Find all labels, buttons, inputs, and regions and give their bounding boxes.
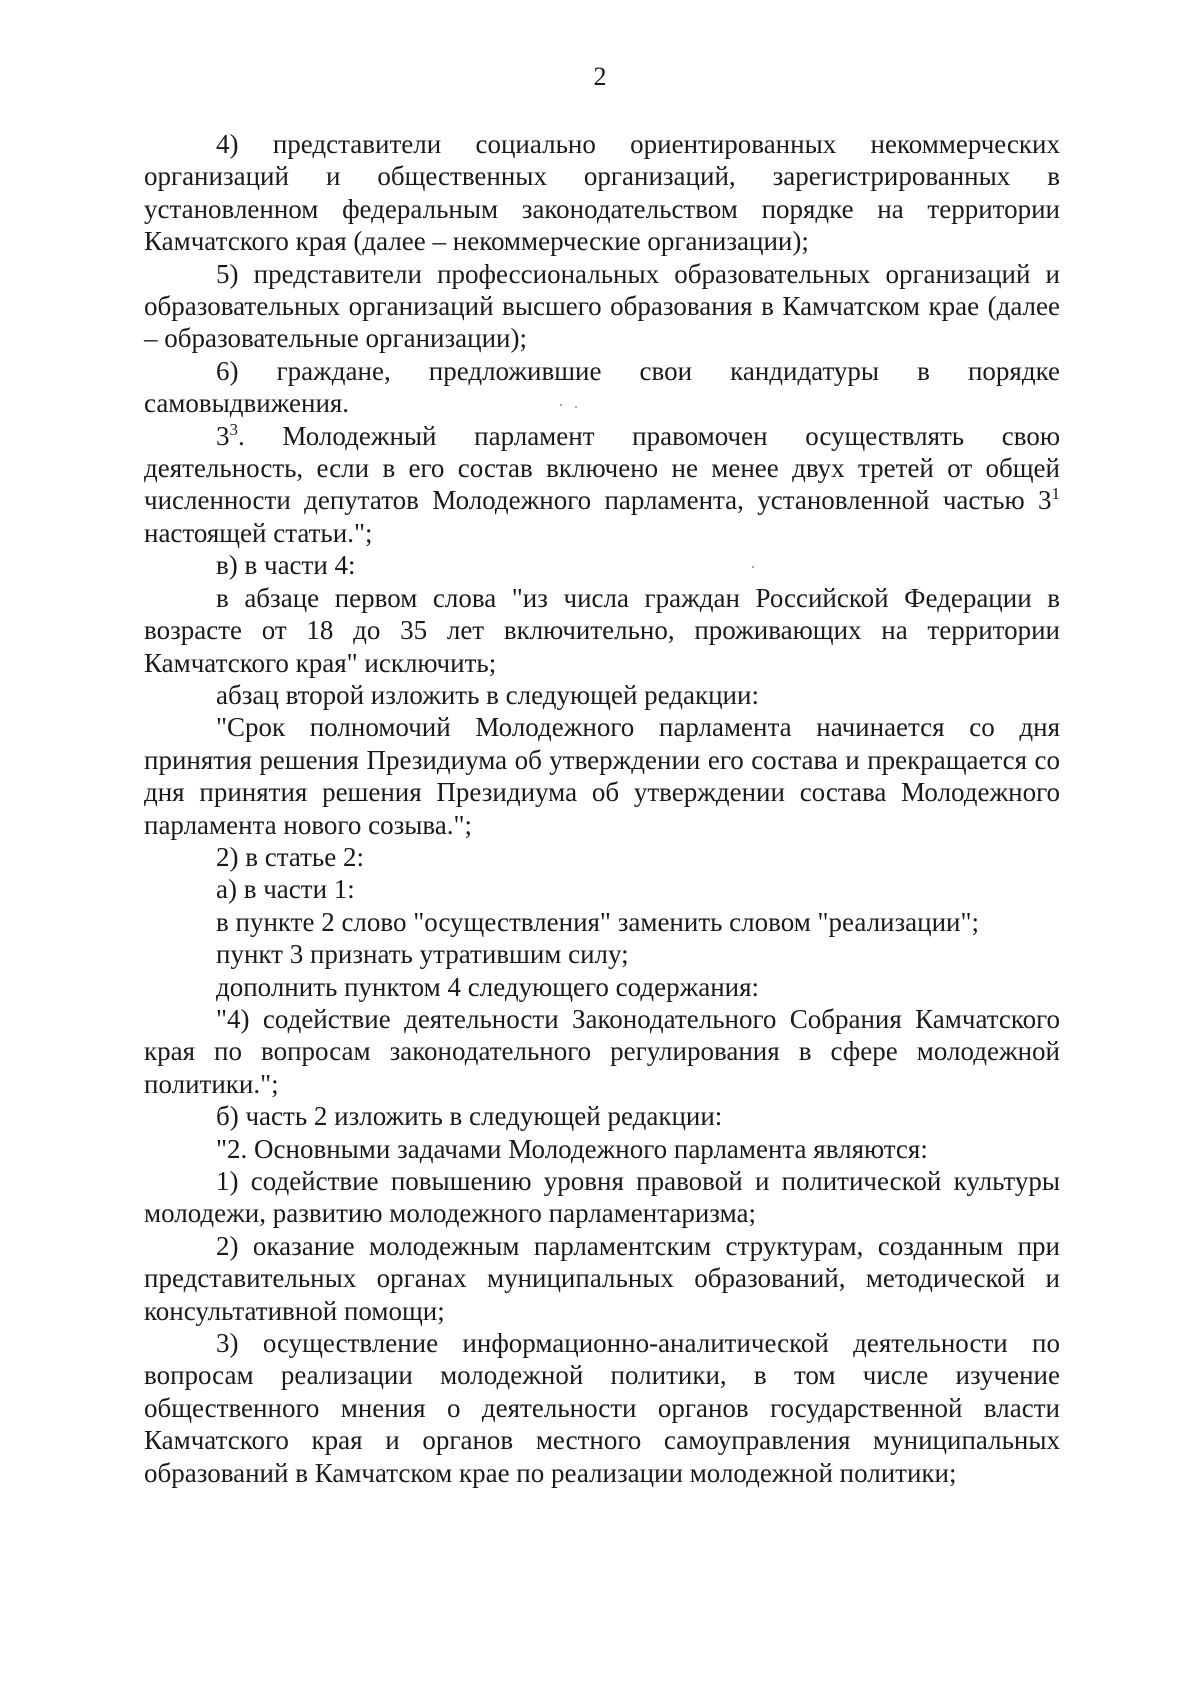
paragraph-task-1: 1) содействие повышению уровня правовой и политической культуры молодежи, развитию молодежного парламентаризма; — [144, 1166, 1060, 1229]
paragraph-second-abzac: абзац второй изложить в следующей редакции: — [216, 679, 759, 710]
paragraph-first-abzac: в абзаце первом слова "из числа граждан Российской Федерации в возрасте от 18 до 35 лет включительно, проживающих на территории Камчатского края" исключить; — [144, 582, 1060, 678]
reference-superscript: 1 — [1051, 484, 1060, 504]
paragraph-task-3: 3) осуществление информационно-аналитической деятельности по вопросам реализации молодежной политики, в том числе изучение общественного мнения о деятельности органов государственной власти Камчатского края и органов местного самоуправления муниципальных образований в Камчатском крае по реализации молодежной политики; — [144, 1328, 1060, 1488]
paragraph-point-2: в пункте 2 слово "осуществления" заменить словом "реализации"; — [216, 906, 980, 937]
paragraph-add-point-4: дополнить пунктом 4 следующего содержания: — [216, 971, 760, 1002]
page-number: 2 — [593, 62, 607, 91]
paragraph-task-2: 2) оказание молодежным парламентским структурам, созданным при представительных органах муниципальных образований, методической и консультативной помощи; — [144, 1230, 1060, 1326]
scan-speck — [752, 566, 754, 568]
paragraph-article-2: 2) в статье 2: — [216, 841, 364, 872]
paragraph-item-5: 5) представители профессиональных образовательных организаций и образовательных организаций высшего образования в Камчатском крае (далее – образовательные организации); — [144, 258, 1060, 354]
scan-speck — [560, 404, 562, 406]
paragraph-point-3: пункт 3 признать утратившим силу; — [216, 939, 629, 970]
paragraph-subpoint-v: в) в части 4: — [216, 550, 356, 581]
paragraph-subpoint-a: а) в части 1: — [216, 874, 355, 905]
part-number: 3 — [216, 420, 230, 451]
paragraph-point-4-quote: "4) содействие деятельности Законодательного Собрания Камчатского края по вопросам законодательного регулирования в сфере молодежной политики."; — [144, 1003, 1060, 1099]
paragraph-part-3-3 — [144, 420, 1060, 550]
scan-speck — [575, 406, 577, 408]
paragraph-item-4: 4) представители социально ориентированных некоммерческих организаций и общественных организаций, зарегистрированных в установленном федеральным законодательством порядке на территории Камчатского края (далее – некоммерческие организации); — [144, 129, 1060, 257]
paragraph-item-6: 6) граждане, предложившие свои кандидатуры в порядке самовыдвижения. — [144, 355, 1060, 419]
part-text-end: настоящей статьи."; — [144, 517, 373, 548]
paragraph-term-quote: "Срок полномочий Молодежного парламента начинается со дня принятия решения Президиума об утверждении его состава и прекращается со дня принятия решения Президиума об утверждении состава Молодежного парламента нового созыва."; — [144, 712, 1060, 840]
document-body — [144, 128, 1060, 1489]
part-number-superscript: 3 — [229, 419, 238, 439]
paragraph-subpoint-b: б) часть 2 изложить в следующей редакции: — [216, 1101, 723, 1132]
part-text: . Молодежный парламент правомочен осуществлять свою деятельность, если в его состав включено не менее двух третей от общей численности депутатов Молодежного парламента, установленной частью 3 — [144, 420, 1060, 516]
paragraph-tasks-heading: "2. Основными задачами Молодежного парламента являются: — [216, 1133, 928, 1164]
